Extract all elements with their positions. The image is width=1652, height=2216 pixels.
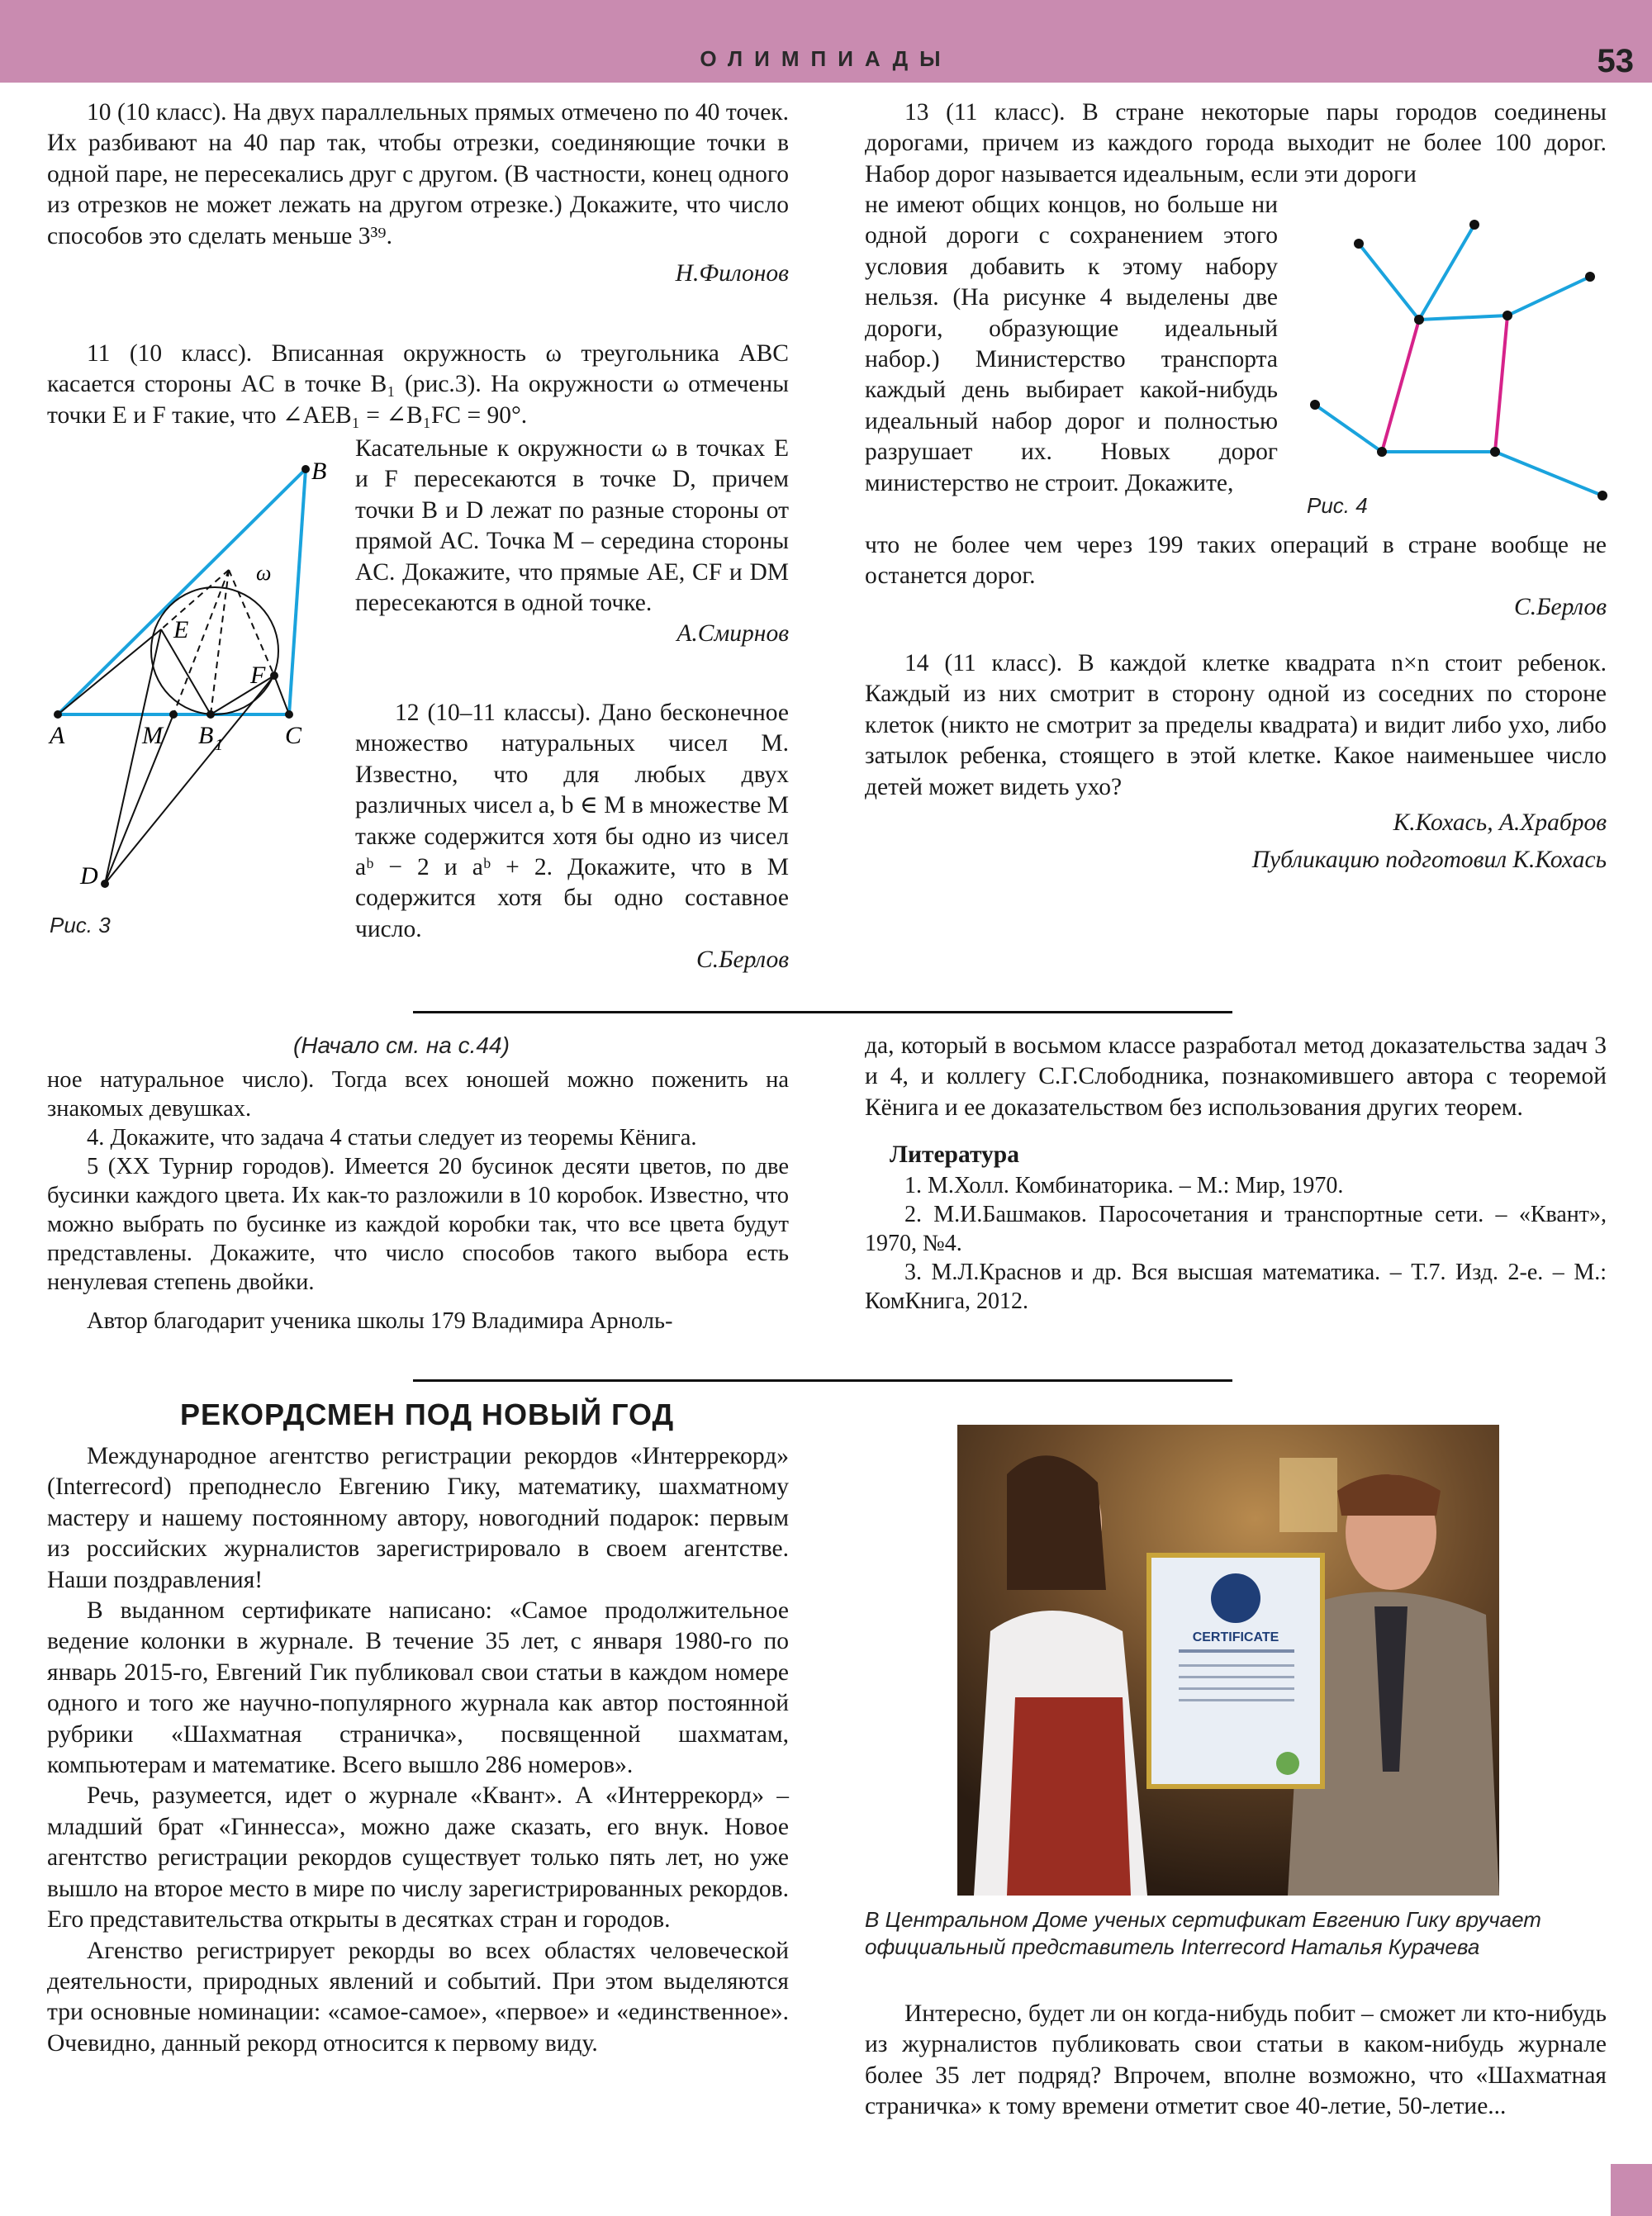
- cont-para-3: 5 (XX Турнир городов). Имеется 20 бусинок десяти цветов, по две бусинки каждого цвета. Их как-то разложили в 10 коробок. Известно, что можно выбрать по бусинке из каждой коробки так, что все цвета будут представлены. Докажите, что число способов такого выбора есть ненулевая степень двойки.: [47, 1154, 789, 1295]
- label-b1: B: [198, 722, 214, 749]
- label-m: M: [142, 722, 163, 749]
- continuation-note: (Начало см. на с.44): [293, 1032, 510, 1058]
- problem-10-author: Н.Филонов: [675, 260, 789, 287]
- highlighted-road: [1382, 320, 1419, 452]
- label-f: F: [250, 662, 266, 689]
- cont-para-2: 4. Докажите, что задача 4 статьи следует из теоремы Кёнига.: [87, 1125, 697, 1151]
- road: [1495, 452, 1602, 496]
- literature-list: [865, 1171, 1607, 1316]
- problem-13-author: С.Берлов: [1514, 593, 1607, 620]
- problem-13-intro-text: 13 (11 класс). В стране некоторые пары городов соединены дорогами, причем из каждого города выходит не более 100 дорог. Набор дорог называется идеальным, если эти дороги: [865, 99, 1607, 187]
- dashed-2: [229, 570, 274, 676]
- literature-item: 3. М.Л.Краснов и др. Вся высшая математика. – Т.7. Изд. 2-е. – М.: КомКнига, 2012.: [865, 1259, 1607, 1314]
- figure-4: [1289, 206, 1635, 512]
- problem-12-author: С.Берлов: [696, 947, 789, 974]
- problem-12: [355, 698, 789, 976]
- problem-13-wrap: [865, 190, 1278, 499]
- literature-item: 1. М.Холл. Комбинаторика. – М.: Мир, 1970.: [904, 1172, 1344, 1198]
- continuation-left: [47, 1065, 789, 1336]
- record-para-3: Речь, разумеется, идет о журнале «Квант». А «Интеррекорд» – младший брат «Гиннесса», можно даже сказать, его внук. Новое агентство регистрации рекордов существует только пять лет, но уже вышло на второе место в мире по числу зарегистрированных рекордов. Его представительства открыты в десятках стран и городов.: [47, 1782, 789, 1934]
- point-c: [285, 710, 293, 719]
- city: [1377, 447, 1387, 457]
- literature-title: Литература: [890, 1141, 1019, 1169]
- highlighted-road: [1495, 316, 1507, 452]
- continuation-right: [865, 1031, 1607, 1316]
- figure-3-caption: Рис. 3: [50, 913, 111, 937]
- problem-11-rest: [355, 434, 789, 650]
- city: [1585, 272, 1595, 282]
- label-e: E: [173, 616, 189, 643]
- road: [1359, 244, 1419, 320]
- figure-4-caption: Рис. 4: [1307, 493, 1368, 518]
- label-d: D: [80, 862, 98, 890]
- side-ab: [58, 469, 306, 714]
- certificate-heading: CERTIFICATE: [1192, 1630, 1279, 1644]
- problem-14-text: 14 (11 класс). В каждой клетке квадрата n×n стоит ребенок. Каждый из них смотрит в сторону одной из соседних по стороне клеток (никто не смотрит за пределы квадрата) и видит либо ухо, либо затылок ребенка, стоящего в этой клетке. Какое наименьшее число детей может видеть ухо?: [865, 650, 1607, 800]
- problem-11-rest-text: Касательные к окружности ω в точках E и F пересекаются в точке D, причем точки B и D лежат по разные стороны от прямой AC. Точка M – середина стороны AC. Докажите, что прямые AE, CF и DM пересекаются в одной точке.: [355, 435, 789, 617]
- point-m: [169, 710, 178, 719]
- road: [1419, 316, 1507, 320]
- point-d: [101, 880, 109, 888]
- label-b: B: [311, 458, 327, 485]
- city: [1469, 220, 1479, 230]
- closing-text: Интересно, будет ли он когда-нибудь побит – сможет ли кто-нибудь из журналистов публиковать свои статьи в каком-нибудь журнале более 35 лет подряд? Впрочем, вполне возможно, что «Шахматная страничка» к тому времени отметит свое 40-летие, 50-летие...: [865, 2000, 1607, 2120]
- divider: [413, 1379, 1232, 1382]
- divider: [413, 1011, 1232, 1013]
- problem-11-lead-text: 11 (10 класс). Вписанная окружность ω треугольника ABC касается стороны AC в точке B₁ (рис.3). На окружности ω отмечены точки E и F такие, что ∠AEB₁ = ∠B₁FC = 90°.: [47, 340, 789, 429]
- city: [1414, 315, 1424, 325]
- literature-item: 2. М.И.Башмаков. Паросочетания и транспортные сети. – «Квант», 1970, №4.: [865, 1201, 1607, 1256]
- city: [1310, 400, 1320, 410]
- problem-11-lead: [47, 339, 789, 431]
- side-bc: [289, 469, 306, 714]
- problem-13-tail-text: что не более чем через 199 таких операций в стране вообще не останется дорог.: [865, 532, 1607, 590]
- problem-13-intro: [865, 97, 1607, 190]
- problem-13-tail: [865, 530, 1607, 623]
- problem-13-wrap-text: не имеют общих концов, но больше ни одной дороги с сохранением этого условия добавить к этому набору нельзя. (На рисунке 4 выделены две дороги, образующие идеальный набор.) Министерство транспорта каждый день выбирает какой-нибудь идеальный набор дорог и полностью разрушает их. Новых дорог министерство не строит. Докажите,: [865, 192, 1278, 496]
- record-para-2: В выданном сертификате написано: «Самое продолжительное ведение колонки в журнале. В течение 35 лет, с января 1980-го по январь 2015-го, Евгений Гик публиковал свои статьи в каждом номере одного и того же научно-популярного журнала как автор постоянной рубрики «Шахматная страничка», посвященной шахматам, компьютерам и математике. Всего вышло 286 номеров».: [47, 1597, 789, 1779]
- city: [1354, 239, 1364, 249]
- tangent-e: [105, 629, 161, 884]
- city: [1502, 311, 1512, 320]
- section-title: ОЛИМПИАДЫ: [700, 46, 952, 71]
- closing-paragraph: [865, 1999, 1607, 2123]
- publication-credit: Публикацию подготовил К.Кохась: [1251, 847, 1607, 874]
- city: [1490, 447, 1500, 457]
- problem-11-author: А.Смирнов: [676, 620, 789, 648]
- point-b: [301, 465, 310, 473]
- label-c: C: [285, 722, 302, 749]
- problem-14-author: К.Кохась, А.Храбров: [1393, 809, 1607, 837]
- page-number: 53: [1597, 43, 1634, 79]
- city: [1597, 491, 1607, 501]
- point-b1: [206, 710, 215, 719]
- label-omega: ω: [256, 561, 272, 585]
- problem-10-text: 10 (10 класс). На двух параллельных прямых отмечено по 40 точек. Их разбивают на 40 пар так, чтобы отрезки, соединяющие точки в одной паре, не пересекались друг с другом. (В частности, конец одного из отрезков не может лежать на другом отрезке.) Докажите, что число способов это сделать меньше 3³⁹.: [47, 99, 789, 249]
- road: [1507, 277, 1590, 316]
- record-para-4: Агенство регистрирует рекорды во всех областях человеческой деятельности, природных явлений и событий. При этом выделяются три основные номинации: «самое-самое», «первое» и «единственное». Очевидно, данный рекорд относится к первому виду.: [47, 1937, 789, 2057]
- record-article: [47, 1441, 789, 2059]
- corner-tab: [1611, 2164, 1652, 2216]
- line-cf: [274, 676, 289, 714]
- label-a: A: [50, 722, 65, 749]
- figure-3: [33, 454, 347, 917]
- point-a: [54, 710, 62, 719]
- cont-para-4: Автор благодарит ученика школы 179 Владимира Арноль-: [87, 1308, 673, 1334]
- ceremony-photo: [957, 1425, 1499, 1896]
- cont-right-para: да, который в восьмом классе разработал метод доказательства задач 3 и 4, и коллегу С.Г.Слободника, познакомившего автора с теоремой Кёнига и ее доказательством без использования других теорем.: [865, 1032, 1607, 1121]
- problem-14: [865, 648, 1607, 876]
- road: [1419, 225, 1474, 320]
- label-b1-sub: 1: [215, 736, 223, 754]
- problem-10: [47, 97, 789, 289]
- tangent-f: [105, 676, 274, 884]
- problem-12-text: 12 (10–11 классы). Дано бесконечное множество натуральных чисел M. Известно, что для любых двух различных чисел a, b ∈ M в множестве M также содержится хотя бы одно из чисел aᵇ − 2 и aᵇ + 2. Докажите, что в M содержится хотя бы одно составное число.: [355, 700, 789, 942]
- cont-para-1: ное натуральное число). Тогда всех юношей можно поженить на знакомых девушках.: [47, 1067, 789, 1122]
- road: [1315, 405, 1382, 452]
- line-dm: [105, 714, 173, 884]
- photo-caption: В Центральном Доме ученых сертификат Евгению Гику вручает официальный представитель Interrecord Наталья Курачева: [865, 1907, 1541, 1959]
- point-f: [270, 671, 278, 680]
- article-title: РЕКОРДСМЕН ПОД НОВЫЙ ГОД: [180, 1397, 675, 1431]
- record-para-1: Международное агентство регистрации рекордов «Интеррекорд» (Interrecord) преподнесло Евгению Гику, математику, шахматному мастеру и нашему постоянному автору, новогодний подарок: первым из российских журналистов зарегистрировало в своем агентстве. Наши поздравления!: [47, 1443, 789, 1593]
